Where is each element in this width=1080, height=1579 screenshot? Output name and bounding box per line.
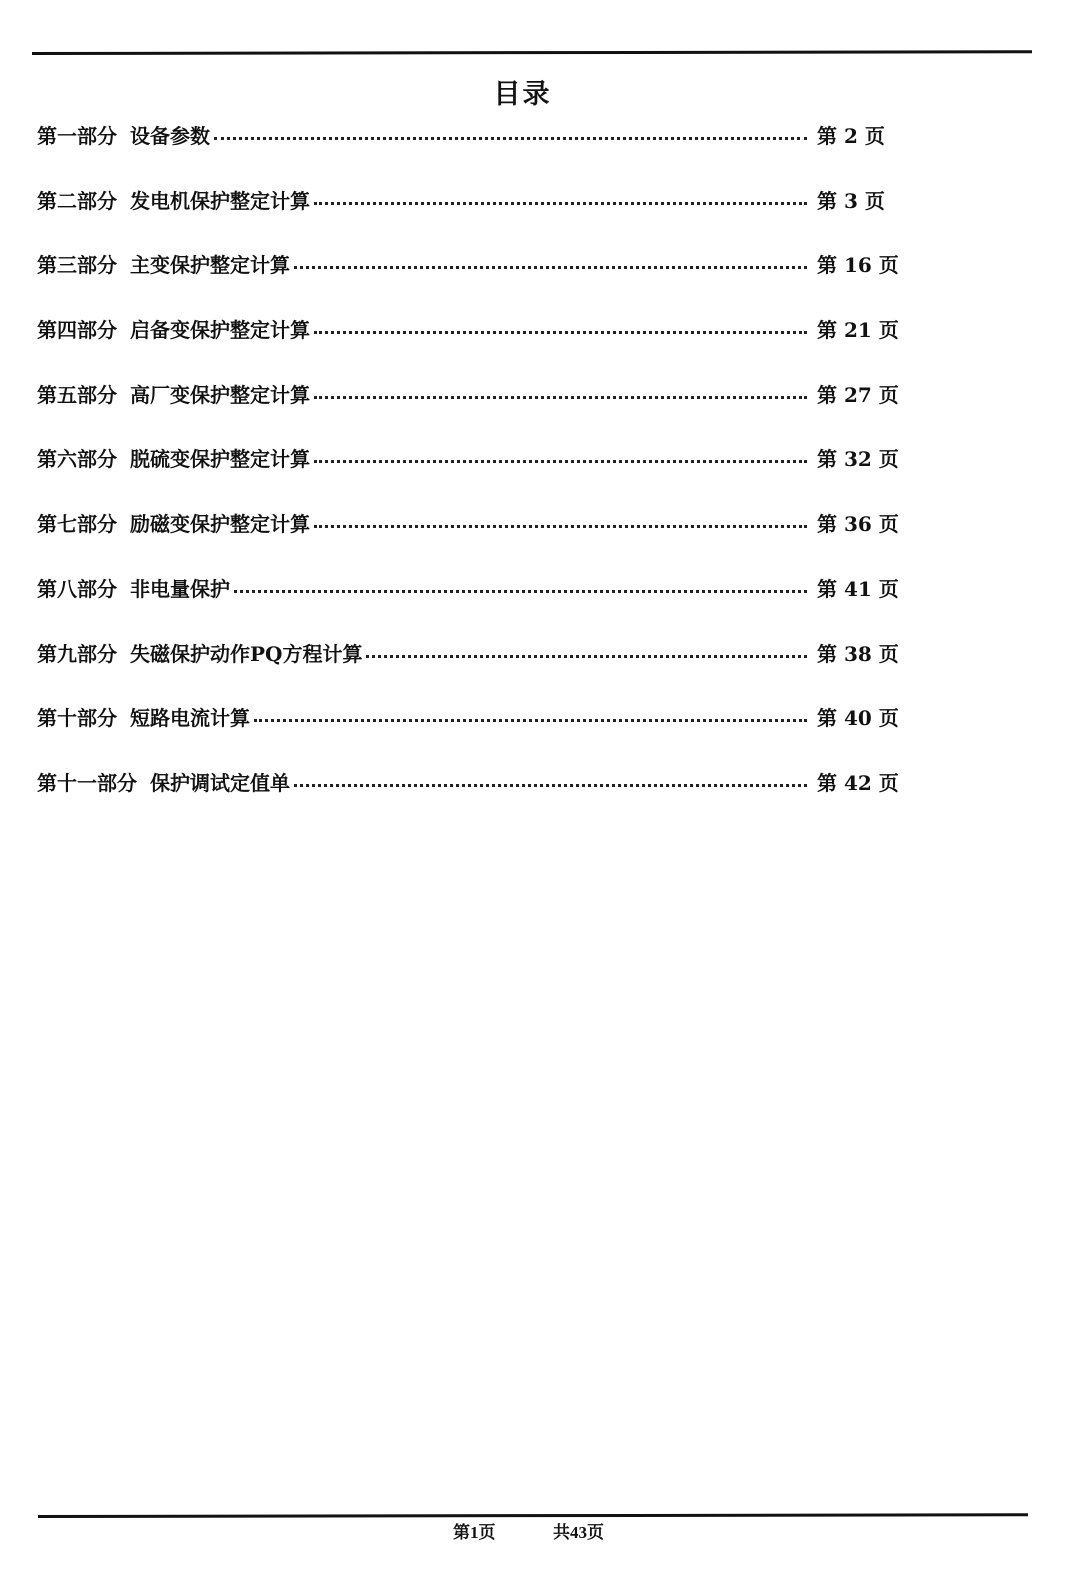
table-of-contents bbox=[37, 118, 897, 830]
toc-section-title: 主变保护整定计算 bbox=[130, 253, 290, 278]
toc-part-label: 第十一部分 bbox=[37, 770, 137, 795]
toc-part-label: 第二部分 bbox=[37, 188, 117, 213]
toc-page-ref: 第 16 页 bbox=[817, 253, 899, 278]
toc-part-label: 第十部分 bbox=[37, 706, 117, 731]
toc-section-title: 高厂变保护整定计算 bbox=[130, 382, 310, 407]
toc-page-ref: 第 36 页 bbox=[817, 512, 899, 537]
toc-section-title: 发电机保护整定计算 bbox=[130, 188, 310, 213]
document-title: 目录 bbox=[493, 79, 552, 110]
toc-page-ref: 第 40 页 bbox=[817, 706, 899, 731]
toc-leader-dots bbox=[366, 636, 807, 672]
toc-part-label: 第三部分 bbox=[37, 253, 117, 278]
toc-entry[interactable] bbox=[37, 312, 897, 377]
toc-section-title: 短路电流计算 bbox=[130, 706, 250, 731]
toc-section-title: 励磁变保护整定计算 bbox=[130, 512, 310, 537]
toc-entry[interactable] bbox=[37, 636, 897, 701]
toc-leader-dots bbox=[294, 765, 807, 801]
toc-leader-dots bbox=[314, 183, 807, 219]
toc-entry[interactable] bbox=[37, 765, 897, 830]
toc-leader-dots bbox=[254, 700, 807, 736]
toc-entry[interactable] bbox=[37, 377, 897, 442]
toc-part-label: 第九部分 bbox=[37, 641, 117, 666]
footer-page-number: 第1页 bbox=[453, 1523, 496, 1542]
toc-leader-dots bbox=[234, 571, 807, 607]
toc-part-label: 第五部分 bbox=[37, 382, 117, 407]
toc-part-label: 第一部分 bbox=[37, 124, 117, 148]
toc-entry[interactable] bbox=[37, 506, 897, 571]
toc-entry[interactable] bbox=[37, 118, 897, 183]
toc-page-ref: 第 32 页 bbox=[817, 447, 899, 472]
toc-page-ref: 第 38 页 bbox=[817, 641, 899, 666]
footer-total-pages: 共43页 bbox=[553, 1523, 604, 1542]
toc-leader-dots bbox=[314, 312, 807, 348]
toc-part-label: 第六部分 bbox=[37, 447, 117, 472]
toc-page-ref: 第 42 页 bbox=[817, 770, 899, 795]
toc-part-label: 第八部分 bbox=[37, 576, 117, 601]
toc-section-title: 失磁保护动作PQ方程计算 bbox=[130, 641, 363, 666]
toc-page-ref: 第 41 页 bbox=[817, 576, 899, 601]
toc-leader-dots bbox=[314, 377, 807, 413]
toc-entry[interactable] bbox=[37, 441, 897, 506]
toc-section-title: 保护调试定值单 bbox=[150, 770, 290, 795]
toc-entry[interactable] bbox=[37, 571, 897, 636]
toc-part-label: 第七部分 bbox=[37, 512, 117, 537]
toc-entry[interactable] bbox=[37, 247, 897, 312]
toc-entry[interactable] bbox=[37, 700, 897, 765]
toc-leader-dots bbox=[214, 118, 807, 154]
toc-leader-dots bbox=[294, 247, 807, 283]
toc-section-title: 设备参数 bbox=[130, 124, 210, 148]
toc-leader-dots bbox=[314, 506, 807, 542]
toc-page-ref: 第 3 页 bbox=[817, 188, 885, 213]
header-rule bbox=[32, 50, 1032, 55]
toc-section-title: 非电量保护 bbox=[130, 576, 230, 601]
footer-rule bbox=[38, 1513, 1028, 1518]
toc-page-ref: 第 27 页 bbox=[817, 382, 899, 407]
toc-page-ref: 第 21 页 bbox=[817, 318, 899, 343]
toc-section-title: 启备变保护整定计算 bbox=[130, 318, 310, 343]
toc-page-ref: 第 2 页 bbox=[817, 124, 885, 148]
toc-leader-dots bbox=[314, 441, 807, 477]
toc-part-label: 第四部分 bbox=[37, 318, 117, 343]
toc-section-title: 脱硫变保护整定计算 bbox=[130, 447, 310, 472]
toc-entry[interactable] bbox=[37, 183, 897, 248]
